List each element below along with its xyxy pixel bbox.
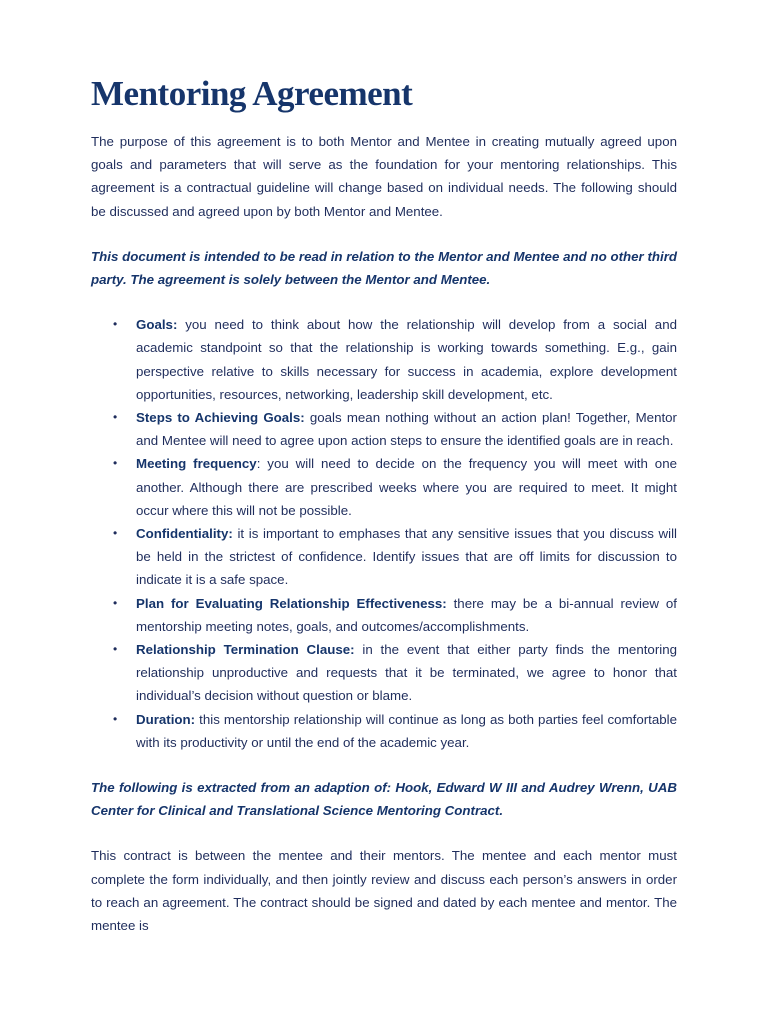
term-goals <box>91 313 677 406</box>
term-confidentiality <box>91 522 677 592</box>
source-citation: The following is extracted from an adaption of: Hook, Edward W III and Audrey Wrenn, UAB Center for Clinical and Translational Science Mentoring Contract. <box>91 780 677 819</box>
notice-paragraph: This document is intended to be read in relation to the Mentor and Mentee and no other third party. The agreement is solely between the Mentor and Mentee. <box>91 248 677 288</box>
term-text: it is important to emphases that any sensitive issues that you discuss will be held in the strictest of confidence. Identify issues that are off limits for discussion to indicate it is a safe space. <box>136 526 677 588</box>
bullet-icon: • <box>113 711 118 726</box>
term-label: Steps to Achieving Goals: <box>136 410 305 426</box>
agreement-terms-list <box>91 313 677 754</box>
term-label: Plan for Evaluating Relationship Effectiveness: <box>136 595 447 611</box>
term-text: goals mean nothing without an action plan! Together, Mentor and Mentee will need to agree upon action steps to ensure the identified goals are in reach. <box>136 410 677 449</box>
term-text: you need to think about how the relationship will develop from a social and academic standpoint so that the relationship is working towards something. E.g., gain perspective relative to skills necessary for success in academia, explore development opportunities, resources, networking, leadership skill development, etc. <box>136 317 677 402</box>
term-label: Goals: <box>136 317 178 333</box>
term-evaluation-plan <box>91 592 677 638</box>
bullet-icon: • <box>113 317 118 332</box>
term-text: : you will need to decide on the frequency you will meet with one another. Although there are prescribed weeks where you are required to meet. It might occur where this will not be possible. <box>136 456 677 518</box>
bullet-icon: • <box>113 410 118 425</box>
term-label: Duration: <box>136 711 196 727</box>
term-label: Confidentiality: <box>136 526 233 542</box>
bullet-icon: • <box>113 456 118 471</box>
term-text: there may be a bi-annual review of mentorship meeting notes, goals, and outcomes/accomplishments. <box>136 595 677 634</box>
intro-paragraph: The purpose of this agreement is to both Mentor and Mentee in creating mutually agreed upon goals and parameters that will serve as the foundation for your mentoring relationships. This agreement is a contractual guideline will change based on individual needs. The following should be discussed and agreed upon by both Mentor and Mentee. <box>91 134 677 219</box>
bullet-icon: • <box>113 526 118 541</box>
term-duration <box>91 708 677 754</box>
term-meeting-frequency <box>91 452 677 522</box>
term-termination-clause <box>91 638 677 708</box>
bullet-icon: • <box>113 595 118 610</box>
bullet-icon: • <box>113 642 118 657</box>
document-title: Mentoring Agreement <box>91 74 413 113</box>
contract-paragraph: This contract is between the mentee and their mentors. The mentee and each mentor must complete the form individually, and then jointly review and discuss each person’s answers in order to reach an agreement. The contract should be signed and dated by each mentee and mentor. The mentee is <box>91 848 677 934</box>
term-steps-to-achieving-goals <box>91 406 677 452</box>
term-text: this mentorship relationship will continue as long as both parties feel comfortable with its productivity or until the end of the academic year. <box>136 711 677 750</box>
term-text: in the event that either party finds the mentoring relationship unproductive and requests that it be terminated, we agree to honor that individual’s decision without question or blame. <box>136 642 677 704</box>
term-label: Meeting frequency <box>136 456 257 472</box>
term-label: Relationship Termination Clause: <box>136 642 355 658</box>
